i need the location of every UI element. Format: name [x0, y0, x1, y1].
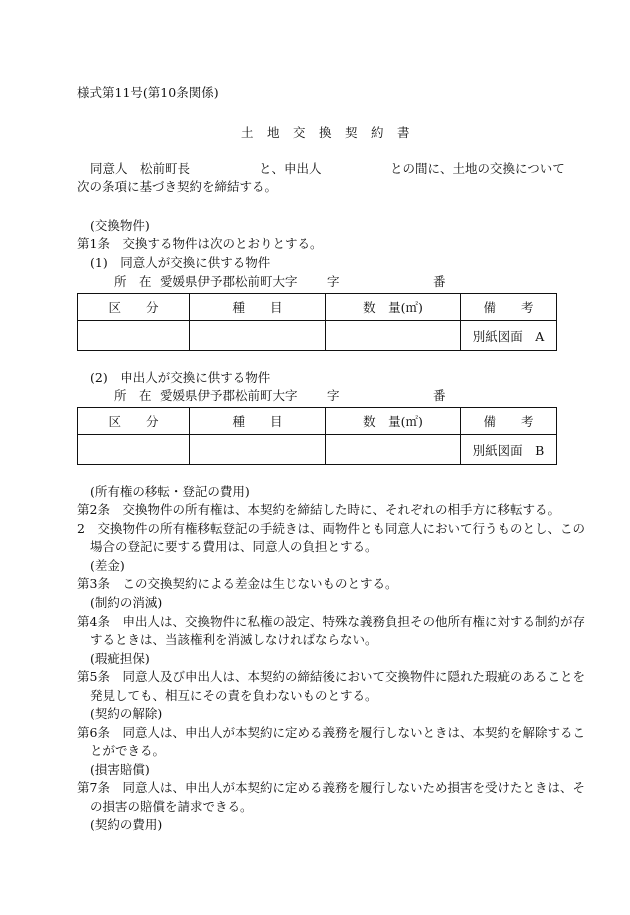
item-2-aza: 字: [327, 388, 340, 403]
article-7-line-2: の損害の賠償を請求できる。: [90, 799, 253, 814]
section-heading-exchange: (交換物件): [90, 218, 150, 233]
item-1-ban: 番: [433, 274, 446, 289]
section-heading-cancel: (契約の解除): [90, 706, 163, 721]
item-2-property-table: [77, 407, 557, 465]
table-header-row: [78, 408, 557, 435]
cell-remarks: 別紙図面 A: [461, 321, 557, 351]
article-4-line-2: するときは、当該権利を消滅しなければならない。: [90, 632, 378, 647]
item-1-heading: (1) 同意人が交換に供する物件: [90, 255, 271, 270]
cell-land-type: [190, 321, 326, 351]
article-6-line-1: 第6条 同意人は、申出人が本契約に定める義務を履行しないときは、本契約を解除するこ: [77, 725, 585, 740]
header-remarks: 備 考: [461, 408, 557, 435]
cell-area: [326, 321, 461, 351]
article-5-line-1: 第5条 同意人及び申出人は、本契約の締結後において交換物件に隠れた瑕疵のあることを: [77, 669, 585, 684]
form-number: 様式第11号(第10条関係): [77, 85, 219, 100]
article-7-line-1: 第7条 同意人は、申出人が本契約に定める義務を履行しないため損害を受けたときは、そ: [77, 780, 585, 795]
cell-area: [326, 435, 461, 465]
article-2-para-2-line-1: 2 交換物件の所有権移転登記の手続きは、両物件とも同意人において行うものとし、この: [77, 521, 585, 536]
table-row: [78, 321, 557, 351]
section-heading-defect: (瑕疵担保): [90, 651, 150, 666]
article-3: 第3条 この交換契約による差金は生じないものとする。: [77, 576, 398, 591]
article-4-line-1: 第4条 申出人は、交換物件に私権の設定、特殊な義務負担その他所有権に対する制約が存: [77, 614, 585, 629]
cell-land-type: [190, 435, 326, 465]
header-remarks: 備 考: [461, 294, 557, 321]
section-heading-damages: (損害賠償): [90, 762, 150, 777]
item-2-heading: (2) 申出人が交換に供する物件: [90, 370, 271, 385]
cell-category: [78, 321, 190, 351]
article-2-para-2-line-2: 場合の登記に要する費用は、同意人の負担とする。: [90, 539, 378, 554]
item-2-location-label: 所 在: [114, 388, 152, 403]
item-1-aza: 字: [327, 274, 340, 289]
section-heading-cost: (契約の費用): [90, 817, 163, 832]
article-5-line-2: 発見しても、相互にその責を負わないものとする。: [90, 688, 378, 703]
cell-remarks: 別紙図面 B: [461, 435, 557, 465]
article-2: 第2条 交換物件の所有権は、本契約を締結した時に、それぞれの相手方に移転する。: [77, 502, 560, 517]
intro-party-b: と、申出人: [259, 161, 322, 176]
table-row: [78, 435, 557, 465]
article-6-line-2: とができる。: [90, 743, 166, 758]
table-header-row: [78, 294, 557, 321]
header-land-type: 種 目: [190, 408, 326, 435]
page-title: 土 地 交 換 契 約 書: [241, 125, 411, 140]
header-land-type: 種 目: [190, 294, 326, 321]
intro-line-2: 次の条項に基づき契約を締結する。: [77, 179, 278, 194]
cell-category: [78, 435, 190, 465]
intro-party-a: 同意人 松前町長: [90, 161, 191, 176]
item-2-location-value: 愛媛県伊予郡松前町大字: [160, 388, 298, 403]
section-heading-difference: (差金): [90, 558, 125, 573]
article-1: 第1条 交換する物件は次のとおりとする。: [77, 236, 323, 251]
intro-purpose: との間に、土地の交換について: [390, 161, 565, 176]
header-area: 数 量(㎡): [326, 294, 461, 321]
section-heading-restriction: (制約の消滅): [90, 595, 163, 610]
item-1-property-table: [77, 293, 557, 351]
item-1-location-value: 愛媛県伊予郡松前町大字: [160, 274, 298, 289]
header-category: 区 分: [78, 408, 190, 435]
item-1-location-label: 所 在: [114, 274, 152, 289]
header-area: 数 量(㎡): [326, 408, 461, 435]
header-category: 区 分: [78, 294, 190, 321]
section-heading-ownership: (所有権の移転・登記の費用): [90, 484, 250, 499]
item-2-ban: 番: [433, 388, 446, 403]
